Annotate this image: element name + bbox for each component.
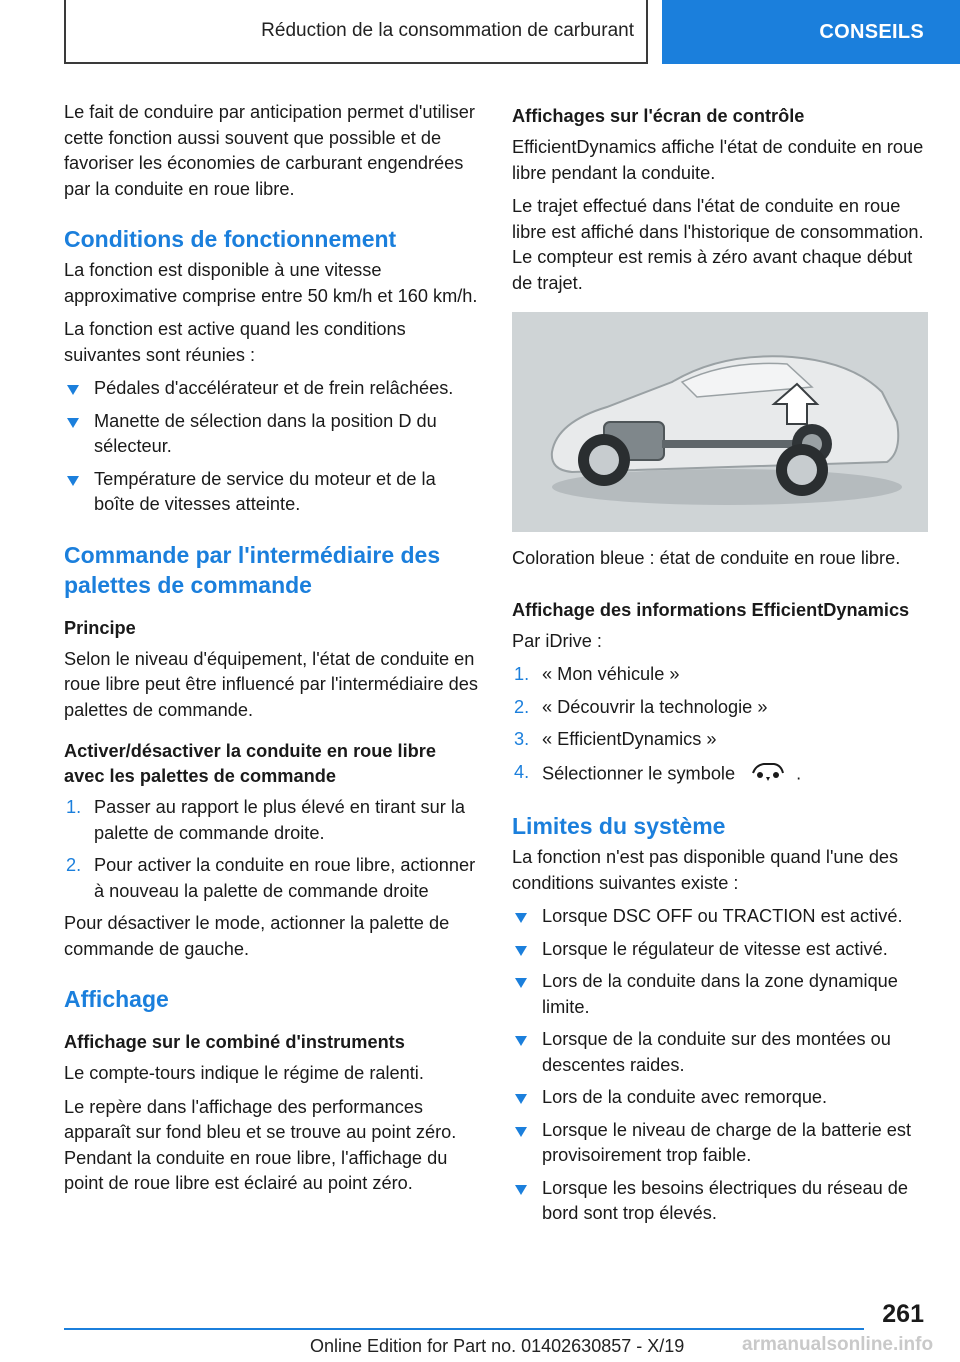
triangle-bullet-icon [515, 1094, 527, 1104]
figure-caption: Coloration bleue : état de conduite en roue libre. [512, 548, 901, 568]
list-item: 1. « Mon véhicule » [514, 664, 680, 684]
triangle-bullet-icon [67, 385, 79, 395]
heading-monitor: Affichages sur l'écran de contrôle [512, 106, 805, 126]
limits-intro: La fonction n'est pas disponible quand l'une des conditions suivantes existe : [512, 847, 899, 893]
car-drivetrain-illustration [512, 312, 928, 532]
triangle-bullet-icon [515, 946, 527, 956]
list-item: 2. Pour activer la conduite en roue libre, actionner à nouveau la palette de commande droite [66, 855, 476, 901]
intro-paragraph: Le fait de conduire par anticipation permet d'utiliser cette fonction aussi souvent que possible et de favoriser les économies de carburant engendrées par la conduite en roue libre. [64, 102, 475, 199]
cluster-paragraph-2: Le repère dans l'affichage des performances apparaît sur fond bleu et se trouve au point zéro. Pendant la conduite en roue libre, l'affichage du point de roue libre est éclairé au point zéro. [64, 1096, 457, 1193]
info-intro: Par iDrive : [512, 630, 602, 651]
list-item: Lors de la conduite avec remorque. [512, 1085, 926, 1111]
list-item: 3. « EfficientDynamics » [514, 729, 717, 749]
conditions-list [64, 376, 478, 518]
list-item: Pédales d'accélérateur et de frein relâchées. [64, 376, 478, 402]
triangle-bullet-icon [515, 978, 527, 988]
heading-paddles: Commande par l'intermédiaire des palettes de commande [64, 541, 441, 598]
list-item: Lorsque de la conduite sur des montées ou descentes raides. [512, 1027, 926, 1078]
list-item: Manette de sélection dans la position D du sélecteur. [64, 409, 478, 460]
list-item: Lorsque le niveau de charge de la batterie est provisoirement trop faible. [512, 1118, 926, 1169]
footer-divider [64, 1328, 864, 1330]
chapter-title: CONSEILS [819, 20, 924, 43]
list-item: 1. Passer au rapport le plus élevé en tirant sur la palette de commande droite. [66, 797, 466, 843]
heading-cluster: Affichage sur le combiné d'instruments [64, 1032, 405, 1052]
heading-info: Affichage des informations EfficientDynamics [512, 599, 910, 620]
car-illustration-svg [512, 312, 928, 532]
list-item: Lorsque le régulateur de vitesse est activé. [512, 937, 926, 963]
deactivate-paragraph: Pour désactiver le mode, actionner la palette de commande de gauche. [64, 913, 450, 959]
cluster-paragraph-1: Le compte-tours indique le régime de ralenti. [64, 1063, 424, 1083]
monitor-paragraph-2: Le trajet effectué dans l'état de conduite en roue libre est affiché dans l'historique de consommation. Le compteur est remis à zéro avant chaque début de trajet. [512, 196, 924, 293]
activate-steps [64, 795, 478, 904]
section-title: Réduction de la consommation de carburant [261, 20, 634, 41]
list-item: Lorsque DSC OFF ou TRACTION est activé. [512, 904, 926, 930]
heading-activate: Activer/désactiver la conduite en roue libre avec les palettes de commande [64, 741, 436, 786]
list-item: 2. « Découvrir la technologie » [514, 696, 768, 717]
triangle-bullet-icon [67, 476, 79, 486]
info-steps [512, 662, 926, 789]
car-coasting-icon [750, 760, 786, 790]
watermark-text: armanualsonline.info [742, 1334, 934, 1355]
limits-list [512, 904, 926, 1227]
triangle-bullet-icon [67, 418, 79, 428]
triangle-bullet-icon [515, 913, 527, 923]
header-section-title [64, 0, 648, 64]
list-item: Température de service du moteur et de la boîte de vitesses atteinte. [64, 467, 478, 518]
monitor-paragraph-1: EfficientDynamics affiche l'état de conduite en roue libre pendant la conduite. [512, 137, 924, 183]
heading-principle: Principe [64, 617, 136, 638]
header-chapter-tab [662, 0, 960, 64]
triangle-bullet-icon [515, 1036, 527, 1046]
triangle-bullet-icon [515, 1185, 527, 1195]
conditions-paragraph-2: La fonction est active quand les conditions suivantes sont réunies : [64, 319, 406, 365]
principle-paragraph: Selon le niveau d'équipement, l'état de conduite en roue libre peut être influencé par l'intermédiaire des palettes de commande. [64, 648, 478, 720]
right-column [512, 104, 926, 1234]
heading-limits: Limites du système [512, 813, 726, 839]
conditions-paragraph-1: La fonction est disponible à une vitesse approximative comprise entre 50 km/h et 160 km/h. [64, 260, 478, 306]
list-item: Lorsque les besoins électriques du réseau de bord sont trop élevés. [512, 1176, 926, 1227]
list-item: Lors de la conduite dans la zone dynamique limite. [512, 969, 926, 1020]
page-number: 261 [882, 1300, 924, 1328]
heading-conditions: Conditions de fonctionnement [64, 226, 397, 252]
left-column [64, 100, 478, 1205]
triangle-bullet-icon [515, 1127, 527, 1137]
heading-display: Affichage [64, 986, 169, 1012]
edition-text: Online Edition for Part no. 01402630857 - X/19 [310, 1336, 685, 1356]
list-item: 4. Sélectionner le symbole . [512, 760, 926, 790]
